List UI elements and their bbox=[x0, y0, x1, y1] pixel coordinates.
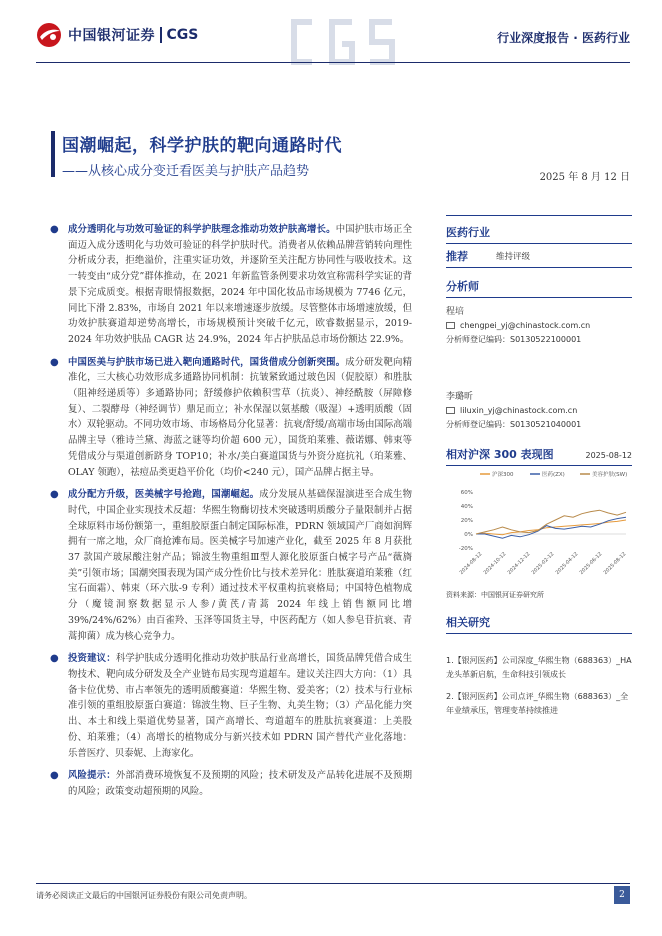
y-tick-label: 40% bbox=[460, 504, 473, 510]
analyst-email-row bbox=[446, 321, 632, 330]
page-title: 国潮崛起，科学护肤的靶向通路时代 bbox=[62, 136, 342, 156]
summary-bullet bbox=[50, 222, 412, 348]
bullet-lead: 成分透明化与功效可验证的科学护肤理念推动功效护肤高增长。 bbox=[68, 224, 336, 235]
bullet-text: 成分发展从基础保湿演进至合成生物时代，中国企业实现技术反超：华熙生物酶切技术突破透明质酸分子量限制并占据全球原料市场份额第一，重组胶原蛋白制定国际标准，PDRN 领域国产厂商如润辉拥有一席之地，众厂商抢滩布局。医美械字号加速产业化，截至 2025 年 8 月获批 37 款国产玻尿酸注射产品；锦波生物重组Ⅲ型人源化胶原蛋白械字号产品“薇旖美”引领市场；国潮突围表现为国产成分性价比与技术差异化：胜肽赛道珀莱雅（红宝石面霜）、韩束（环六肽-9 专利）通过技术平权重构抗衰格局；中国特色植物成分（魔镜洞察数据显示人参/黄芪/青蒿 2024 年线上销售额同比增 39%/24%/62%）由百雀羚、玉泽等国货主导，中医药配方（如人参皂苷抗衰、青蒿抑菌）成为核心竞争力。 bbox=[68, 489, 412, 642]
bullet-lead: 风险提示： bbox=[68, 770, 116, 782]
report-type: 行业深度报告 · 医药行业 bbox=[497, 31, 630, 45]
galaxy-logo-icon bbox=[36, 22, 62, 48]
analyst-email-row bbox=[446, 406, 632, 415]
footer-divider bbox=[36, 883, 630, 884]
x-tick-label: 2025-02-12 bbox=[530, 551, 556, 576]
analyst-email[interactable]: chengpei_yj@chinastock.com.cn bbox=[460, 321, 591, 330]
chart-title: 相对沪深 300 表现图 bbox=[446, 448, 554, 461]
bullet-icon: ● bbox=[50, 653, 59, 665]
analyst-card bbox=[446, 304, 632, 345]
title-accent-bar bbox=[51, 131, 55, 177]
analysts-heading: 分析师 bbox=[446, 278, 632, 298]
chart-heading bbox=[446, 446, 632, 466]
x-tick-label: 2025-08-12 bbox=[602, 551, 628, 576]
company-logo bbox=[36, 22, 198, 48]
report-date: 2025 年 8 月 12 日 bbox=[539, 172, 630, 183]
summary-bullet bbox=[50, 487, 412, 644]
chart-date: 2025-08-12 bbox=[585, 451, 632, 460]
bullet-lead: 成分配方升级，医美械字号抢跑，国潮崛起。 bbox=[68, 489, 260, 501]
logo-divider bbox=[160, 27, 162, 43]
analyst-card bbox=[446, 389, 632, 430]
bullet-icon: ● bbox=[50, 356, 59, 368]
analyst-cert: 分析师登记编码：S0130522100001 bbox=[446, 335, 582, 344]
summary-bullet bbox=[50, 651, 412, 761]
page-subtitle: ——从核心成分变迁看医美与护肤产品趋势 bbox=[62, 164, 310, 179]
analyst-name: 程培 bbox=[446, 307, 465, 317]
relative-performance-chart bbox=[446, 466, 632, 584]
bullet-lead: 中国医美与护肤市场已进入靶向通路时代，国货借成分创新突围。 bbox=[68, 356, 346, 368]
bullet-text: 成分研发靶向精准化，三大核心功效形成多通路协同机制：抗皱紧致通过玻色因（促胶原）和胜肽（阻神经递质等）多通路协同；舒缓修护依赖积雪草（抗炎）、神经酰胺（屏障修复）、二裂酵母（神经调节）鼎足而立；补水保湿以氨基酸（吸湿）+透明质酸（固水）双轮驱动。不同功效市场、市场格局分化显著：抗衰/舒缓/高端市场由国际高端品牌主导（雅诗兰黛、海蓝之谜等均价超 600 元），国货珀莱雅、薇诺娜、韩束等凭借成分与渠道创新跻身 TOP10；补水/美白赛道国货与外资分庭抗礼（珀莱雅、OLAY 领跑），祛痘品类更趋平价化（均价<240 元），国产品牌占据主导。 bbox=[68, 356, 412, 478]
bullet-text: 外部消费环境恢复不及预期的风险；技术研发及产品转化进展不及预期的风险；政策变动超预期的风险。 bbox=[68, 770, 412, 797]
bullet-text: 科学护肤成分透明化推动功效护肤品行业高增长，国货品牌凭借合成生物技术、靶向成分研发及全产业链布局实现弯道超车。建议关注四大方向：（1）具备卡位优势、市占率领先的透明质酸赛道：华熙生物、爱美客；（2）技术与行业标准引领的重组胶原蛋白赛道：锦波生物、巨子生物、丸美生物；（3）产品化能力突出、本土和线上渠道优势显著，国产高增长、弯道超车的胜肽抗衰赛道：上美股份、珀莱雅；（4）高增长的植物成分与新兴技术如 PDRN 国产替代产业化落地：乐普医疗、贝泰妮、上海家化。 bbox=[68, 653, 412, 759]
bullet-icon: ● bbox=[50, 224, 59, 235]
chart-source: 资料来源：中国银河证券研究所 bbox=[446, 591, 544, 599]
x-tick-label: 2024-12-12 bbox=[506, 551, 532, 576]
bullet-icon: ● bbox=[50, 489, 59, 501]
industry-heading: 医药行业 bbox=[446, 215, 632, 244]
bullet-text: 中国护肤市场正全面迈入成分透明化与功效可验证的科学护肤时代。消费者从依赖品牌营销转向理性分析成分表，拒绝溢价，注重实证功效，并逐阶至关注配方协同性与吸收技术。这一转变由“成分党”群体推动，在 2021 年新监管条例要求功效宣称需科学实证的背景下完成质变。根据青眼情报数据，2024 年中国化妆品市场规模为 7746 亿元，同比下滑 2.83%，市场自 2021 年以来增速逐步放缓。尽管整体市场增速放缓，但功效护肤赛道却逆势高增长，市场规模预计突破千亿元，欧睿数据显示，2019-2024 年功效护肤品 CAGR 达 24.9%，2024 年占护肤品总市场份额达 22.9%。 bbox=[68, 224, 412, 345]
summary-bullet bbox=[50, 768, 412, 799]
cgs-watermark-icon bbox=[282, 12, 402, 72]
sidebar bbox=[446, 215, 632, 718]
summary-bullet bbox=[50, 355, 412, 481]
bullet-icon: ● bbox=[50, 770, 59, 782]
legend-label: 沪深300 bbox=[492, 472, 514, 478]
header-divider bbox=[36, 62, 630, 63]
bullet-lead: 投资建议： bbox=[68, 653, 116, 665]
x-tick-label: 2024-10-12 bbox=[482, 551, 508, 576]
rating-value: 维持评级 bbox=[496, 251, 531, 262]
analyst-cert: 分析师登记编码：S0130521040001 bbox=[446, 420, 582, 429]
rating-row bbox=[446, 244, 632, 268]
related-item[interactable]: 1.【银河医药】公司深度_华熙生物（688363）_HA 龙头革新启航，生命科技引领成长 bbox=[446, 656, 632, 679]
legend-label: 美容护肤(SW) bbox=[592, 472, 628, 478]
mail-icon bbox=[446, 407, 455, 414]
x-tick-label: 2024-08-12 bbox=[458, 551, 484, 576]
analyst-email[interactable]: liluxin_yj@chinastock.com.cn bbox=[460, 406, 578, 415]
x-tick-label: 2025-04-12 bbox=[554, 551, 580, 576]
logo-text-cn: 中国银河证券 bbox=[68, 28, 155, 44]
logo-text-en: CGS bbox=[166, 27, 199, 43]
y-tick-label: 0% bbox=[464, 532, 473, 538]
y-tick-label: -20% bbox=[458, 546, 473, 552]
disclaimer: 请务必阅读正文最后的中国银河证券股份有限公司免责声明。 bbox=[36, 891, 252, 900]
related-heading: 相关研究 bbox=[446, 614, 632, 634]
analyst-name: 李璐昕 bbox=[446, 392, 474, 402]
rating-label: 推荐 bbox=[446, 249, 468, 263]
related-item[interactable]: 2.【银河医药】公司点评_华熙生物（688363）_全年业绩承压，管理变革持续推进 bbox=[446, 692, 629, 715]
page-number: 2 bbox=[614, 886, 630, 904]
legend-label: 医药(ZX) bbox=[542, 472, 565, 478]
summary-column bbox=[50, 222, 412, 807]
y-tick-label: 20% bbox=[460, 518, 473, 524]
x-tick-label: 2025-06-12 bbox=[578, 551, 604, 576]
page-header bbox=[0, 0, 662, 78]
mail-icon bbox=[446, 322, 455, 329]
y-tick-label: 60% bbox=[460, 490, 473, 496]
